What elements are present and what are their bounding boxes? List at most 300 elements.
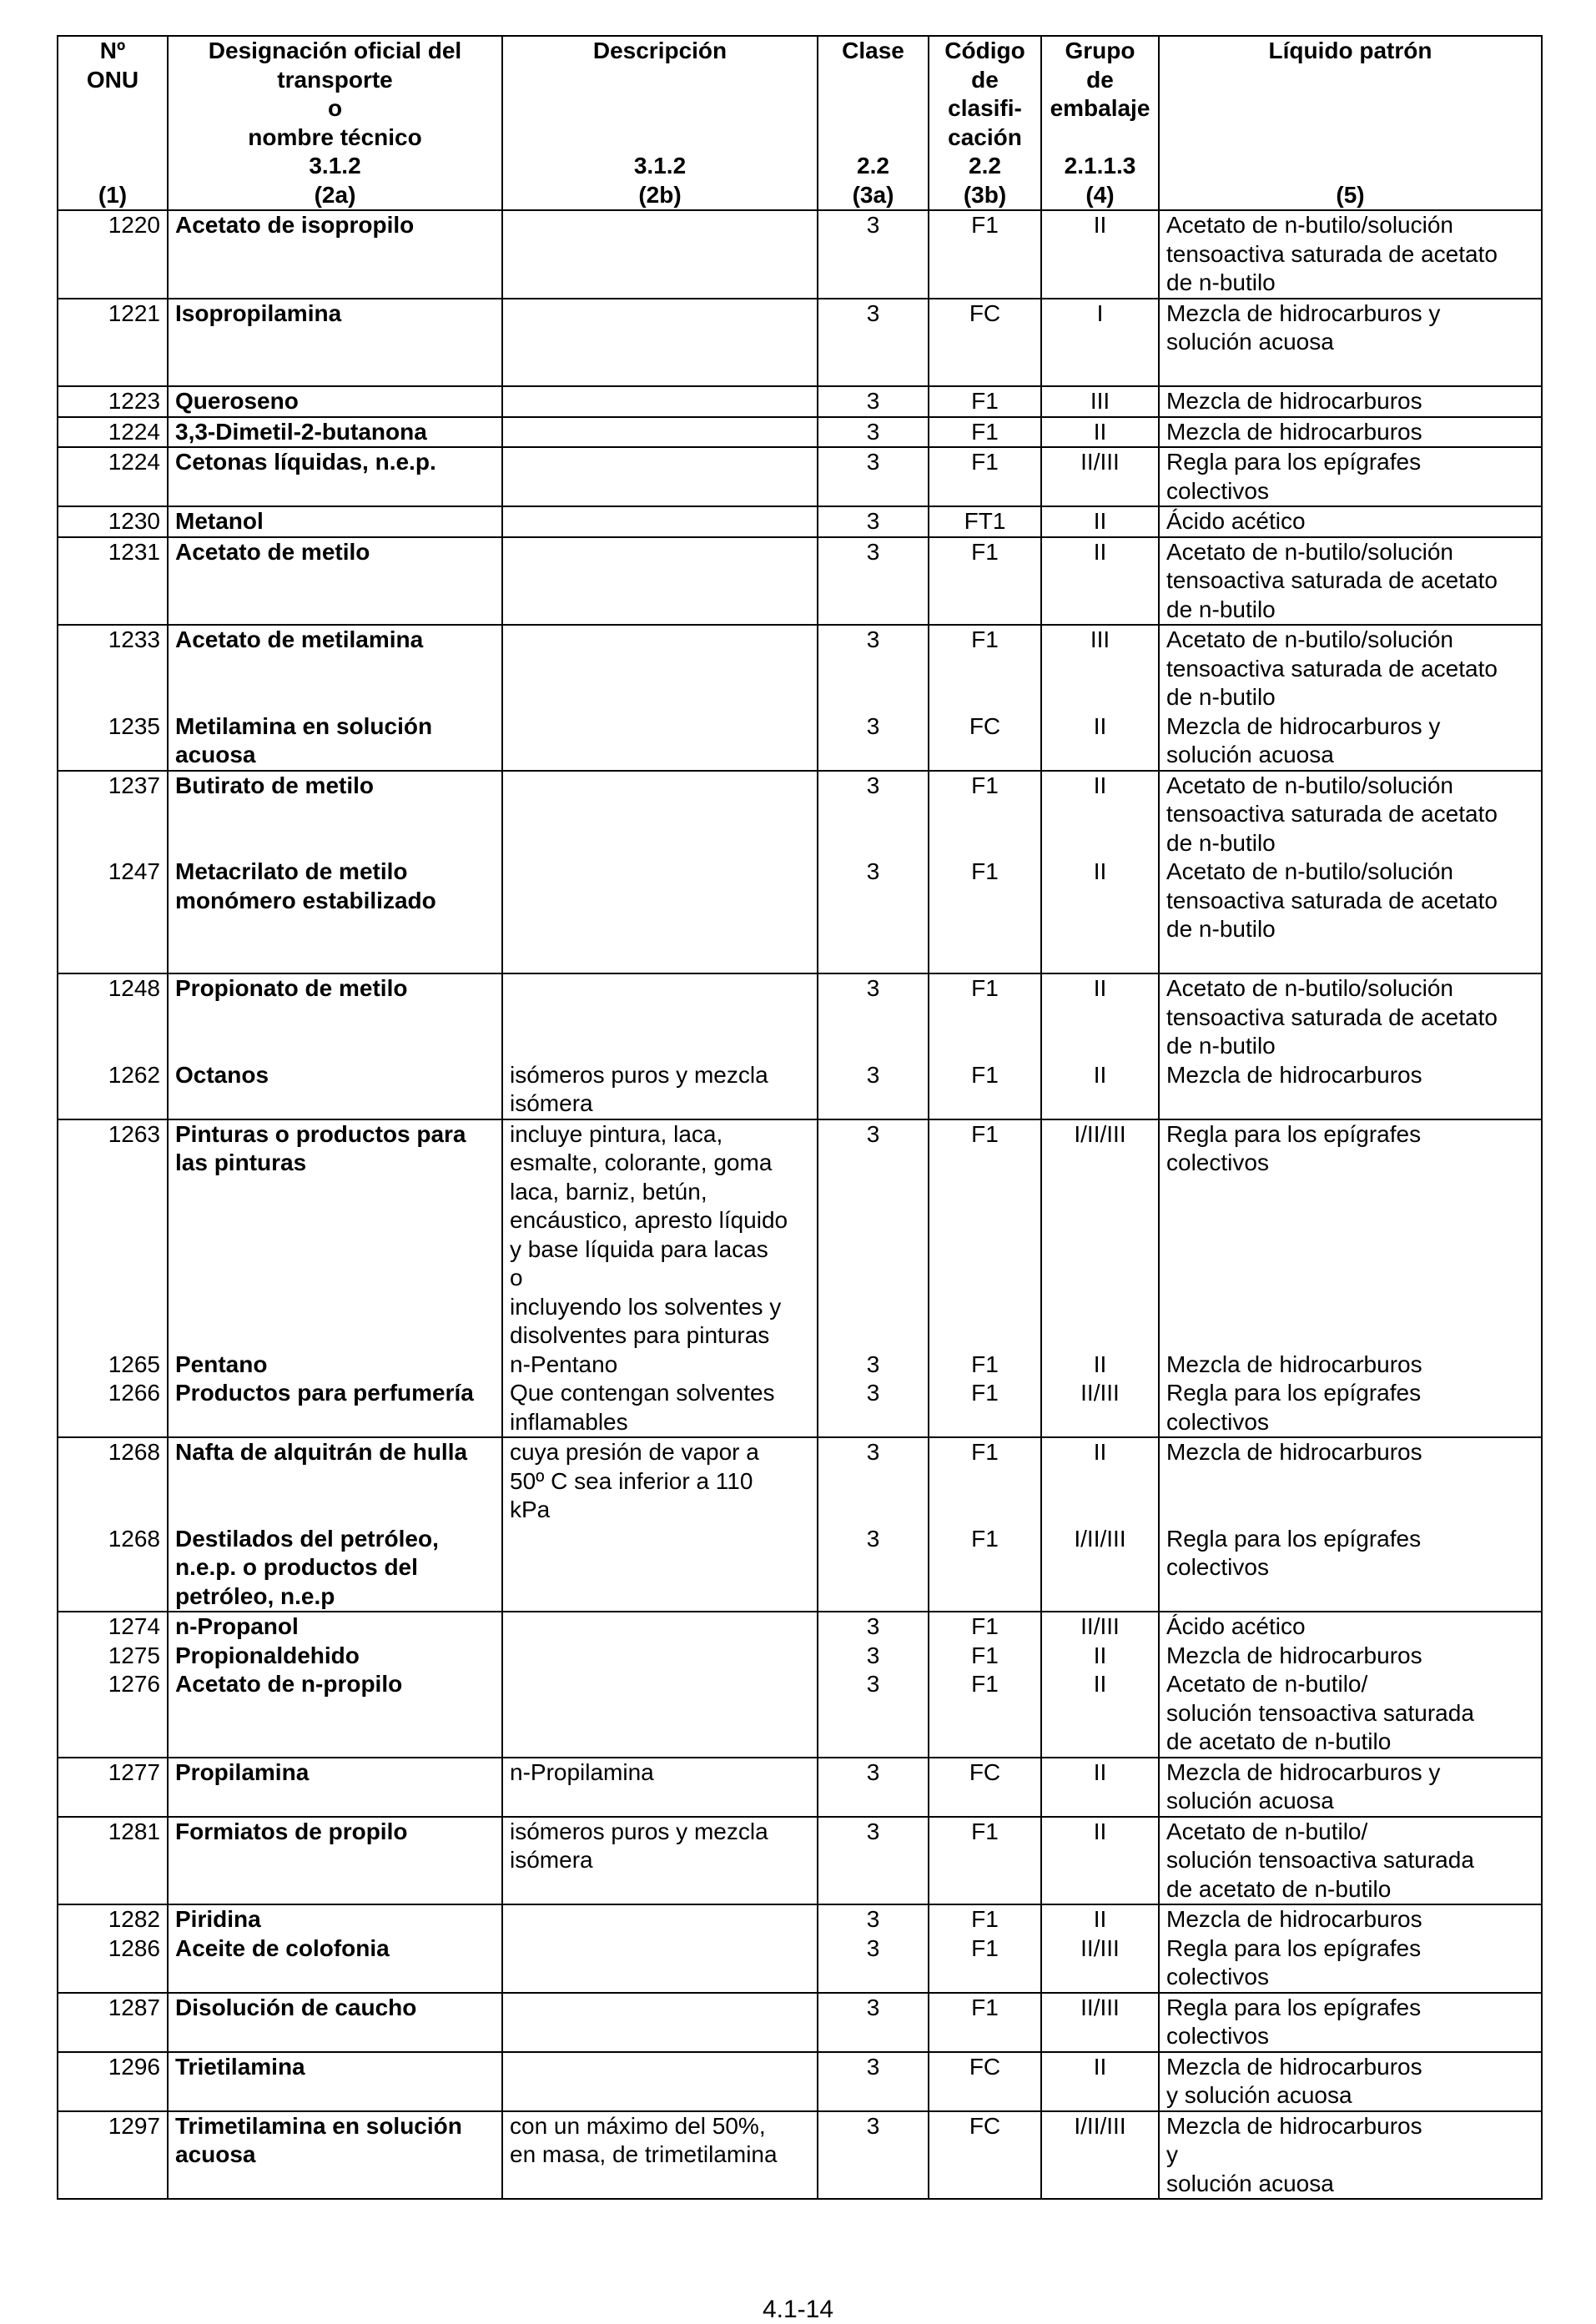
table-row [58,1437,1542,1612]
cell-standard-liquid [1159,1612,1542,1758]
cell-line: 3 [866,1351,880,1377]
cell-line: 3 [866,418,880,445]
cell-line: Mezcla de hidrocarburos [1166,1642,1422,1668]
transport-table [57,35,1543,2200]
header-line: Descripción [592,38,728,63]
cell-line: Metilamina en solución [175,712,433,739]
cell-line: FC [969,299,1001,326]
table-body [58,210,1542,2199]
cell-line: 3 [866,858,880,884]
cell-un-number [58,417,168,448]
cell-line: 1275 [108,1642,160,1668]
cell-line: de n-butilo [1166,269,1276,295]
header-line: cación [948,123,1022,150]
cell-line: n.e.p. o productos del [175,1554,418,1580]
cell-line: II/III [1080,449,1120,475]
cell-line: 1276 [108,1671,160,1697]
header-section-ref: 3.1.2 [309,153,361,179]
cell-line: cuya presión de vapor a [510,1439,759,1465]
cell-line: 3 [866,538,880,565]
cell-line: II [1093,1818,1107,1844]
cell-line [65,1206,160,1235]
cell-class [818,1904,929,1993]
cell-line [1049,1467,1151,1497]
cell-packing-group [1041,506,1159,537]
cell-line [1166,1496,1534,1525]
cell-classification-code [929,625,1041,771]
cell-line: Acetato de n-butilo/solución [1166,626,1453,652]
cell-line: Ácido acético [1166,1613,1306,1639]
cell-line: Propionaldehido [175,1642,360,1668]
cell-line: F1 [971,626,999,652]
cell-line [936,1206,1034,1235]
cell-packing-group [1041,1993,1159,2052]
table-row [58,1993,1542,2052]
cell-class [818,1119,929,1438]
cell-classification-code [929,1758,1041,1817]
cell-packing-group [1041,417,1159,448]
cell-line [1049,1178,1151,1207]
cell-classification-code [929,1993,1041,2052]
table-row [58,417,1542,448]
cell-line: Acetato de n-butilo/ [1166,1671,1368,1697]
cell-line: Octanos [175,1061,269,1088]
cell-line: colectivos [1166,477,1269,504]
cell-line: Mezcla de hidrocarburos [1166,2112,1422,2139]
cell-line [825,1467,921,1497]
table-row [58,2111,1542,2200]
table-row [58,386,1542,417]
cell-class [818,973,929,1119]
cell-standard-liquid [1159,1993,1542,2052]
cell-classification-code [929,771,1041,974]
cell-line [175,829,495,858]
cell-line [936,1293,1034,1322]
cell-description [502,447,818,506]
cell-line: 3 [866,1380,880,1406]
cell-un-number [58,973,168,1119]
cell-line: III [1090,388,1110,414]
cell-line: esmalte, colorante, goma [510,1149,773,1175]
cell-line: 1265 [108,1351,160,1377]
header-section-ref [1166,152,1534,181]
cell-standard-liquid [1159,537,1542,626]
cell-line: de n-butilo [1166,829,1276,856]
cell-line: Ácido acético [1166,508,1306,534]
cell-line [65,1496,160,1525]
cell-line: 1274 [108,1613,160,1639]
header-section-ref [65,152,160,181]
cell-line: petróleo, n.e.p [175,1582,335,1609]
cell-line: 1262 [108,1061,160,1088]
header-line: Grupo de [1065,38,1135,93]
cell-classification-code [929,2111,1041,2200]
cell-official-name [168,1993,502,2052]
cell-line: colectivos [1166,2023,1269,2049]
cell-line [936,1321,1034,1351]
cell-standard-liquid [1159,447,1542,506]
cell-line: Mezcla de hidrocarburos y [1166,299,1441,326]
cell-line [1049,800,1151,829]
cell-packing-group [1041,537,1159,626]
cell-description [502,537,818,626]
cell-line [65,1149,160,1178]
cell-line: solución tensoactiva saturada [1166,1847,1474,1873]
cell-line: de n-butilo [1166,596,1276,622]
cell-line: solución acuosa [1166,742,1334,767]
cell-class [818,506,929,537]
cell-class [818,447,929,506]
table-row [58,299,1542,387]
cell-official-name [168,1758,502,1817]
cell-line: Aceite de colofonia [175,1934,390,1961]
cell-line: F1 [971,1525,999,1552]
cell-line: II [1093,1351,1107,1377]
cell-un-number [58,1758,168,1817]
table-row [58,1119,1542,1438]
cell-line: F1 [971,1439,999,1465]
cell-line: tensoactiva saturada de acetato [1166,801,1498,827]
cell-line: Acetato de metilamina [175,626,424,652]
cell-line [1049,1206,1151,1235]
cell-line [175,1293,495,1322]
table-row [58,1904,1542,1993]
cell-line: Formiatos de propilo [175,1818,408,1844]
cell-line: colectivos [1166,1408,1269,1435]
cell-line: colectivos [1166,1149,1269,1175]
cell-line: 3 [866,1439,880,1465]
cell-packing-group [1041,210,1159,299]
cell-line: kPa [510,1497,551,1522]
cell-line [1049,655,1151,684]
cell-classification-code [929,2052,1041,2111]
cell-line [65,829,160,858]
cell-description [502,625,818,771]
cell-line [65,1032,160,1061]
cell-line: F1 [971,1120,999,1147]
cell-description [502,1119,818,1438]
cell-line: FC [969,712,1001,739]
cell-line [936,1235,1034,1265]
cell-line: colectivos [1166,1554,1269,1580]
cell-line: Butirato de metilo [175,772,375,798]
cell-official-name [168,299,502,387]
cell-line: II/III [1080,1934,1120,1961]
header-line: o [327,95,343,121]
cell-un-number [58,447,168,506]
cell-line [1049,1264,1151,1293]
cell-line: F1 [971,1380,999,1406]
cell-line [936,1467,1034,1497]
cell-classification-code [929,386,1041,417]
cell-line: F1 [971,388,999,414]
cell-un-number [58,2111,168,2200]
cell-line: solución acuosa [1166,329,1334,355]
cell-line: F1 [971,538,999,565]
cell-line: FC [969,2053,1001,2080]
cell-line: Mezcla de hidrocarburos [1166,388,1422,414]
header-line: Código [944,38,1025,63]
cell-line [65,655,160,684]
cell-line: Queroseno [175,388,299,414]
cell-line: Mezcla de hidrocarburos [1166,1061,1422,1088]
cell-line: 3 [866,626,880,652]
cell-line [65,1178,160,1207]
cell-line: II [1093,772,1107,798]
cell-line: Propilamina [175,1758,310,1785]
cell-packing-group [1041,1904,1159,1993]
cell-description [502,2111,818,2200]
cell-line: 3 [866,1120,880,1147]
cell-line: 3 [866,1758,880,1785]
cell-un-number [58,537,168,626]
cell-official-name [168,1612,502,1758]
cell-standard-liquid [1159,506,1542,537]
cell-line [825,1178,921,1207]
cell-line: II [1093,975,1107,1001]
cell-line: Metacrilato de metilo [175,858,408,884]
cell-line: Regla para los epígrafes [1166,1994,1422,2020]
header-column-number: (4) [1085,181,1115,208]
cell-line [1166,1467,1534,1497]
cell-line: I/II/III [1074,2112,1126,2139]
cell-line: 3 [866,299,880,326]
cell-class [818,210,929,299]
cell-line [936,1032,1034,1061]
cell-line: F1 [971,1994,999,2020]
cell-line [825,1293,921,1322]
cell-standard-liquid [1159,2111,1542,2200]
cell-packing-group [1041,771,1159,974]
header-official-name [168,36,502,210]
cell-packing-group [1041,1817,1159,1905]
header-class [818,36,929,210]
cell-line: Disolución de caucho [175,1994,417,2020]
cell-line: 3 [866,212,880,238]
cell-official-name [168,210,502,299]
cell-line: tensoactiva saturada de acetato [1166,240,1498,267]
table-row [58,1612,1542,1758]
cell-line: III [1090,626,1110,652]
cell-line: 3 [866,772,880,798]
cell-line: F1 [971,212,999,238]
cell-line [510,1032,810,1061]
cell-class [818,1437,929,1612]
cell-description [502,973,818,1119]
cell-line [175,683,495,712]
cell-un-number [58,210,168,299]
cell-description [502,299,818,387]
cell-line: Cetonas líquidas, n.e.p. [175,449,436,475]
cell-standard-liquid [1159,210,1542,299]
header-line: nombre técnico [248,123,422,150]
cell-classification-code [929,537,1041,626]
cell-line: Propionato de metilo [175,975,408,1001]
cell-line: Mezcla de hidrocarburos [1166,1906,1422,1932]
cell-line [65,1293,160,1322]
cell-line [175,1496,495,1525]
page-number: 4.1-14 [762,2296,834,2323]
cell-line: 3 [866,1613,880,1639]
cell-line: F1 [971,449,999,475]
cell-official-name [168,1904,502,1993]
cell-classification-code [929,1904,1041,1993]
cell-line: Mezcla de hidrocarburos [1166,418,1422,445]
cell-line: 3 [866,1818,880,1844]
cell-line: o [510,1265,523,1290]
cell-line [936,1004,1034,1033]
cell-line [1049,1293,1151,1322]
cell-line: I [1096,299,1104,326]
cell-line: Que contengan solventes [510,1380,775,1406]
cell-line: Regla para los epígrafes [1166,1525,1422,1552]
header-column-number: (3a) [852,181,894,208]
cell-un-number [58,506,168,537]
cell-line: de n-butilo [1166,916,1276,942]
cell-official-name [168,2052,502,2111]
cell-line: II [1093,1061,1107,1088]
cell-packing-group [1041,2052,1159,2111]
cell-line [1049,683,1151,712]
cell-line: F1 [971,1061,999,1088]
header-line: Designación oficial del [208,38,462,63]
cell-classification-code [929,447,1041,506]
cell-line: y [1166,2141,1178,2167]
cell-packing-group [1041,2111,1159,2200]
cell-un-number [58,1904,168,1993]
cell-line: Acetato de n-butilo/solución [1166,212,1453,238]
cell-class [818,299,929,387]
cell-un-number [58,299,168,387]
table-row [58,210,1542,299]
cell-line: II [1093,1906,1107,1932]
cell-line [1166,1264,1534,1293]
cell-line [936,1178,1034,1207]
cell-line: F1 [971,975,999,1001]
cell-line [175,655,495,684]
header-column-number: (1) [98,181,128,208]
cell-line [825,1235,921,1265]
cell-line [1049,829,1151,858]
cell-line [825,1149,921,1178]
cell-line: F1 [971,1934,999,1961]
cell-line [825,655,921,684]
cell-line: isómeros puros y mezcla [510,1061,768,1088]
cell-line: Acetato de n-butilo/solución [1166,858,1453,884]
cell-line: II [1093,2053,1107,2080]
cell-line: 1223 [108,388,160,414]
cell-line [175,1178,495,1207]
cell-description [502,1437,818,1612]
cell-line: 3 [866,1671,880,1697]
cell-packing-group [1041,386,1159,417]
header-column-number: (3b) [963,181,1007,208]
cell-line [936,655,1034,684]
cell-line: II [1093,1671,1107,1697]
cell-line [65,1321,160,1351]
cell-line: Regla para los epígrafes [1166,1934,1422,1961]
header-description [502,36,818,210]
cell-description [502,1758,818,1817]
cell-standard-liquid [1159,299,1542,387]
cell-class [818,625,929,771]
cell-line: II [1093,1439,1107,1465]
cell-line: incluyendo los solventes y [510,1293,782,1320]
cell-line: Regla para los epígrafes [1166,449,1422,475]
header-column-number: (2b) [638,181,682,208]
cell-official-name [168,1817,502,1905]
header-section-ref: 2.1.1.3 [1064,153,1136,179]
table-row [58,447,1542,506]
header-un-number [58,36,168,210]
cell-line: 3 [866,975,880,1001]
cell-line: de n-butilo [1166,684,1276,710]
cell-line [936,800,1034,829]
cell-class [818,386,929,417]
cell-line [175,1321,495,1351]
cell-line: isómera [510,1090,593,1116]
cell-line [825,1321,921,1351]
cell-line [1049,1235,1151,1265]
cell-line: F1 [971,1351,999,1377]
header-line: clasifi- [948,95,1022,121]
cell-line: 1268 [108,1439,160,1465]
cell-standard-liquid [1159,1904,1542,1993]
cell-class [818,1993,929,2052]
cell-line: II/III [1080,1613,1120,1639]
cell-class [818,537,929,626]
cell-un-number [58,1612,168,1758]
cell-line [175,1004,495,1033]
header-column-number: (2a) [314,181,356,208]
cell-line: tensoactiva saturada de acetato [1166,655,1498,682]
cell-line: Isopropilamina [175,299,342,326]
cell-line: Mezcla de hidrocarburos y [1166,712,1441,739]
cell-line: n-Pentano [510,1351,618,1377]
cell-line: 1220 [108,212,160,238]
cell-un-number [58,1993,168,2052]
table-row [58,625,1542,771]
cell-line: Mezcla de hidrocarburos y [1166,1758,1441,1785]
cell-classification-code [929,1817,1041,1905]
cell-line: 1230 [108,508,160,534]
cell-line [825,1496,921,1525]
cell-line [175,1264,495,1293]
cell-line: II [1093,1642,1107,1668]
cell-line: en masa, de trimetilamina [510,2141,778,2167]
cell-un-number [58,1119,168,1438]
cell-line: Acetato de isopropilo [175,212,415,238]
cell-class [818,1612,929,1758]
header-line: Líquido patrón [1268,38,1432,63]
cell-line [1049,1149,1151,1178]
cell-official-name [168,973,502,1119]
cell-classification-code [929,417,1041,448]
cell-line [1049,1032,1151,1061]
cell-line: 1231 [108,538,160,565]
cell-line: Metanol [175,508,264,534]
cell-line: 1221 [108,299,160,326]
cell-line: Trietilamina [175,2053,305,2080]
cell-line [175,1206,495,1235]
header-section-ref: 3.1.2 [633,153,687,179]
header-line: Clase [842,38,904,63]
cell-line: tensoactiva saturada de acetato [1166,567,1498,593]
cell-line: 3 [866,1906,880,1932]
table-row [58,771,1542,974]
cell-un-number [58,771,168,974]
cell-line: disolventes para pinturas [510,1322,770,1348]
